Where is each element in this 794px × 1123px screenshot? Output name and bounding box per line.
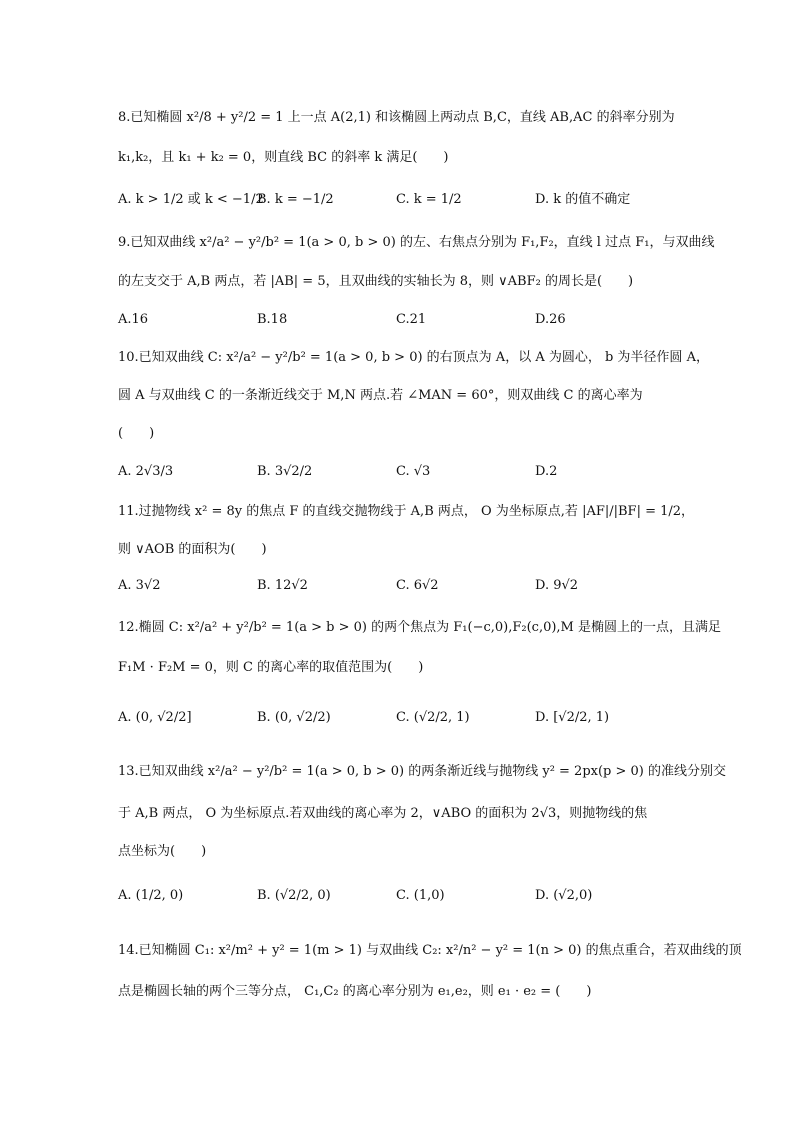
q12-stem-line2: F₁M · F₂M = 0，则 C 的离心率的取值范围为( )	[118, 660, 424, 675]
q12-stem-line1: 12.椭圆 C: x²/a² + y²/b² = 1(a > b > 0) 的两个焦点为 F₁(−c,0),F₂(c,0),M 是椭圆上的一点，且满足	[118, 620, 721, 635]
q11-option-d: D. 9√2	[535, 578, 579, 593]
q8-stem-line2: k₁,k₂，且 k₁ + k₂ = 0，则直线 BC 的斜率 k 满足( )	[118, 150, 449, 165]
q13-stem-line2: 于 A,B 两点， O 为坐标原点.若双曲线的离心率为 2，∨ABO 的面积为 2√3，则抛物线的焦	[118, 806, 648, 821]
q12-option-d: D. [√2/2, 1)	[535, 710, 610, 725]
q8-option-d: D. k 的值不确定	[535, 192, 631, 207]
q8-option-c: C. k = 1/2	[396, 192, 462, 207]
q10-stem-line2: 圆 A 与双曲线 C 的一条渐近线交于 M,N 两点.若 ∠MAN = 60°，则双曲线 C 的离心率为	[118, 388, 643, 403]
q8-stem-line1: 8.已知椭圆 x²/8 + y²/2 = 1 上一点 A(2,1) 和该椭圆上两动点 B,C，直线 AB,AC 的斜率分别为	[118, 110, 675, 125]
q10-option-b: B. 3√2/2	[257, 464, 313, 479]
q11-stem-line1: 11.过抛物线 x² = 8y 的焦点 F 的直线交抛物线于 A,B 两点， O 为坐标原点,若 |AF|/|BF| = 1/2，	[118, 504, 695, 519]
q14-stem-line2: 点是椭圆长轴的两个三等分点， C₁,C₂ 的离心率分别为 e₁,e₂，则 e₁ · e₂ = ( )	[118, 984, 592, 999]
q11-stem-line2: 则 ∨AOB 的面积为( )	[118, 542, 267, 557]
q9-stem-line2: 的左支交于 A,B 两点，若 |AB| = 5，且双曲线的实轴长为 8，则 ∨ABF₂ 的周长是( )	[118, 274, 634, 289]
q11-option-c: C. 6√2	[396, 578, 439, 593]
q13-stem-line1: 13.已知双曲线 x²/a² − y²/b² = 1(a > 0, b > 0) 的两条渐近线与抛物线 y² = 2px(p > 0) 的准线分别交	[118, 764, 727, 779]
q8-option-b: B. k = −1/2	[257, 192, 334, 207]
q13-option-d: D. (√2,0)	[535, 888, 593, 903]
q8-option-a: A. k > 1/2 或 k < −1/2	[118, 192, 264, 207]
q13-option-b: B. (√2/2, 0)	[257, 888, 331, 903]
q9-stem-line1: 9.已知双曲线 x²/a² − y²/b² = 1(a > 0, b > 0) 的左、右焦点分别为 F₁,F₂，直线 l 过点 F₁，与双曲线	[118, 235, 715, 250]
q10-option-a: A. 2√3/3	[118, 464, 174, 479]
q11-option-b: B. 12√2	[257, 578, 308, 593]
q13-option-c: C. (1,0)	[396, 888, 445, 903]
q13-option-a: A. (1/2, 0)	[118, 888, 184, 903]
q9-option-c: C.21	[396, 312, 427, 327]
q12-option-c: C. (√2/2, 1)	[396, 710, 470, 725]
q12-option-b: B. (0, √2/2)	[257, 710, 331, 725]
q12-option-a: A. (0, √2/2]	[118, 710, 192, 725]
q10-stem-line3: ( )	[118, 426, 155, 441]
q10-stem-line1: 10.已知双曲线 C: x²/a² − y²/b² = 1(a > 0, b > 0) 的右顶点为 A，以 A 为圆心， b 为半径作圆 A，	[118, 350, 709, 365]
q11-option-a: A. 3√2	[118, 578, 161, 593]
q13-stem-line3: 点坐标为( )	[118, 844, 207, 859]
q10-option-c: C. √3	[396, 464, 431, 479]
q14-stem-line1: 14.已知椭圆 C₁: x²/m² + y² = 1(m > 1) 与双曲线 C₂: x²/n² − y² = 1(n > 0) 的焦点重合，若双曲线的顶	[118, 943, 742, 958]
q10-option-d: D.2	[535, 464, 558, 479]
q9-option-a: A.16	[118, 312, 149, 327]
q9-option-d: D.26	[535, 312, 566, 327]
q9-option-b: B.18	[257, 312, 288, 327]
